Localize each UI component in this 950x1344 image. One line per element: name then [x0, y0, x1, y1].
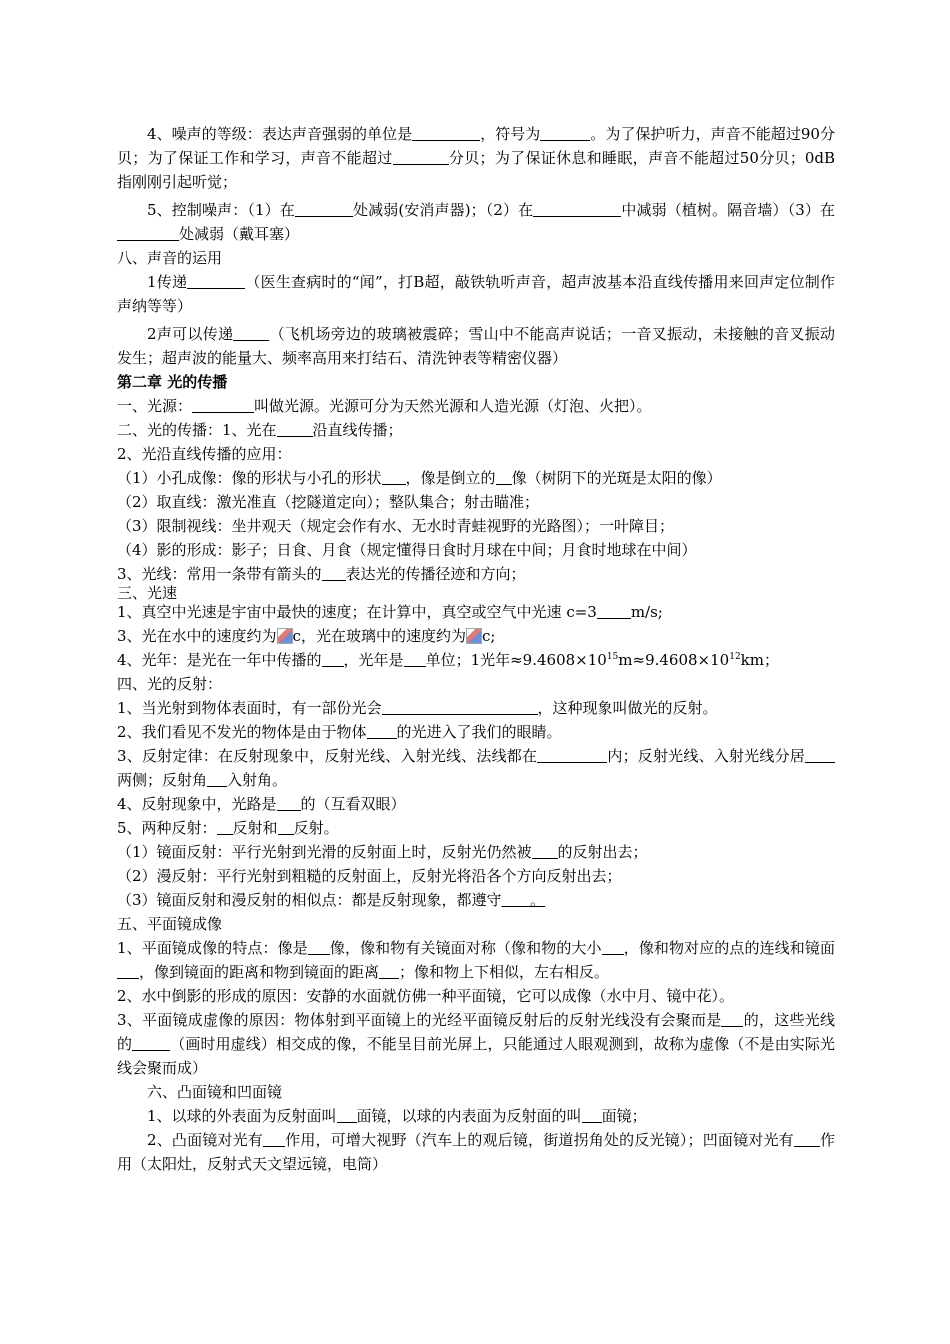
- section-heading: 四、光的反射：: [117, 675, 223, 693]
- mirror-use-paragraph: 2、凸面镜对光有 作用，可增大视野（汽车上的观后镜，街道拐角处的反光镜）；凹面镜对光有 作用（太阳灶，反射式天文望远镜，电筒）: [117, 1131, 835, 1173]
- light-propagation-line: 二、光的传播：1、光在 沿直线传播；: [117, 421, 403, 439]
- blank: [582, 1108, 602, 1123]
- section-heading: 五、平面镜成像: [117, 915, 223, 933]
- pinhole-line: （1）小孔成像：像的形状与小孔的形状 ，像是倒立的 像（树阴下的光斑是太阳的像）: [117, 469, 722, 487]
- blank: [117, 226, 179, 241]
- straight-line-line: （2）取直线：激光准直（挖隧道定向）；整队集合；射击瞄准；: [117, 493, 540, 511]
- blank: [277, 796, 301, 811]
- blank: [412, 126, 480, 141]
- section-heading: 三、光速: [117, 584, 178, 602]
- reflection-line-1: 1、当光射到物体表面时，有一部份光会 ，这种现象叫做光的反射。: [117, 699, 718, 717]
- blank: [382, 470, 406, 485]
- blank: [263, 1132, 285, 1147]
- blank: [794, 1132, 820, 1147]
- sound-info-paragraph: 1传递 （医生查病时的“闻”，打B超，敲铁轨听声音，超声波基本沿直线传播用来回声定位制作声纳等等）: [117, 273, 835, 315]
- noise-control-paragraph: 5、控制噪声：（1）在 处减弱(安消声器)；（2）在 中减弱（植树。隔音墙）（3）在处减弱（戴耳塞）: [117, 198, 835, 246]
- blank: [117, 964, 139, 979]
- blank: [278, 820, 294, 835]
- convex-concave-line: 1、以球的外表面为反射面叫 面镜，以球的内表面为反射面的叫 面镜；: [147, 1107, 647, 1125]
- blank: [295, 202, 353, 217]
- diffuse-line: （2）漫反射：平行光射到粗糙的反射面上，反射光将沿各个方向反射出去；: [117, 867, 622, 885]
- blank: [187, 274, 245, 289]
- blank: [233, 326, 269, 341]
- mirror-paragraph-1: 1、平面镜成像的特点：像是 像，像和物有关镜面对称（像和物的大小 ，像和物对应的点的连线和镜面，像到镜面的距离和物到镜面的距离 ；像和物上下相似，左右相反。: [117, 939, 835, 981]
- blank: [496, 470, 512, 485]
- blank: [533, 202, 621, 217]
- light-ray-line: 3、光线：常用一条带有箭头的 表达光的传播径迹和方向；: [117, 565, 526, 583]
- similarity-line: （3）镜面反射和漫反射的相似点：都是反射现象，都遵守 。: [117, 891, 546, 909]
- blank: [721, 1012, 743, 1027]
- blank: [337, 1108, 357, 1123]
- specular-line: （1）镜面反射：平行光射到光滑的反射面上时，反射光仍然被 的反射出去；: [117, 843, 648, 861]
- blank: [532, 844, 558, 859]
- sound-energy-paragraph: 2声可以传递 （飞机场旁边的玻璃被震碎；雪山中不能高声说话；一音叉振动，未接触的音叉振动发生；超声波的能量大、频率高用来打结石、清洗钟表等精密仪器）: [117, 325, 835, 367]
- blank: [540, 126, 590, 141]
- reflection-line-5: 5、两种反射： 反射和 反射。: [117, 819, 339, 837]
- view-limit-line: （3）限制视线：坐井观天（规定会作有水、无水时青蛙视野的光路图）；一叶障目；: [117, 517, 675, 535]
- blank: [537, 748, 607, 763]
- section-heading: 六、凸面镜和凹面镜: [147, 1083, 283, 1101]
- blank: [382, 700, 538, 715]
- light-source-line: 一、光源： 叫做光源。光源可分为天然光源和人造光源（灯泡、火把）。: [117, 397, 652, 415]
- blank: [207, 772, 227, 787]
- light-speed-media-line: 3、光在水中的速度约为 c，光在玻璃中的速度约为 c;: [117, 627, 496, 645]
- reflection-line-4: 4、反射现象中，光路是 的（互看双眼）: [117, 795, 406, 813]
- blank: [379, 964, 399, 979]
- reflection-law-paragraph: 3、反射定律：在反射现象中，反射光线、入射光线、法线都在 内；反射光线、入射光线分居两侧；反射角 入射角。: [117, 744, 835, 792]
- blank: [602, 940, 624, 955]
- blank: [393, 150, 449, 165]
- section-heading: 八、声音的运用: [117, 249, 223, 267]
- blank: [597, 604, 631, 619]
- blank: [308, 940, 330, 955]
- mirror-paragraph-3: 3、平面镜成虚像的原因：物体射到平面镜上的光经平面镜反射后的反射光线没有会聚而是 的，这些光线的 （画时用虚线）相交成的像，不能呈目前光屏上，只能通过人眼观测到，故称为虚像（不是由实际光线会聚而成）: [117, 1011, 835, 1077]
- shadow-line: （4）影的形成：影子；日食、月食（规定懂得日食时月球在中间；月食时地球在中间）: [117, 541, 697, 559]
- reflection-line-2: 2、我们看见不发光的物体是由于物体 的光进入了我们的眼睛。: [117, 723, 562, 741]
- applications-heading: 2、光沿直线传播的应用：: [117, 445, 292, 463]
- broken-image-icon: [277, 628, 293, 644]
- broken-image-icon: [466, 628, 482, 644]
- blank: [277, 422, 313, 437]
- blank: [805, 748, 835, 763]
- blank: [322, 652, 344, 667]
- blank: [322, 566, 346, 581]
- noise-level-paragraph: 4、噪声的等级：表达声音强弱的单位是 ，符号为 。为了保护听力，声音不能超过90分贝；为了保证工作和学习，声音不能超过 分贝；为了保证休息和睡眠，声音不能超过50分贝；0dB指刚刚引起听觉；: [117, 125, 835, 191]
- blank: [132, 1036, 170, 1051]
- blank: [367, 724, 397, 739]
- blank: [404, 652, 426, 667]
- chapter-title: 第二章 光的传播: [117, 373, 228, 391]
- blank: [192, 398, 254, 413]
- document-body: [117, 122, 835, 1176]
- blank: [217, 820, 233, 835]
- light-speed-line: 1、真空中光速是宇宙中最快的速度；在计算中，真空或空气中光速 c=3 m/s;: [117, 603, 663, 621]
- light-year-line: 4、光年：是光在一年中传播的 ，光年是 单位；1光年$\approx 9.4608\times 10^{15}m\approx 9.4608\times 10^{12}km$；: [117, 651, 779, 669]
- mirror-paragraph-2: 2、水中倒影的形成的原因：安静的水面就仿佛一种平面镜，它可以成像（水中月、镜中花）。: [117, 987, 735, 1005]
